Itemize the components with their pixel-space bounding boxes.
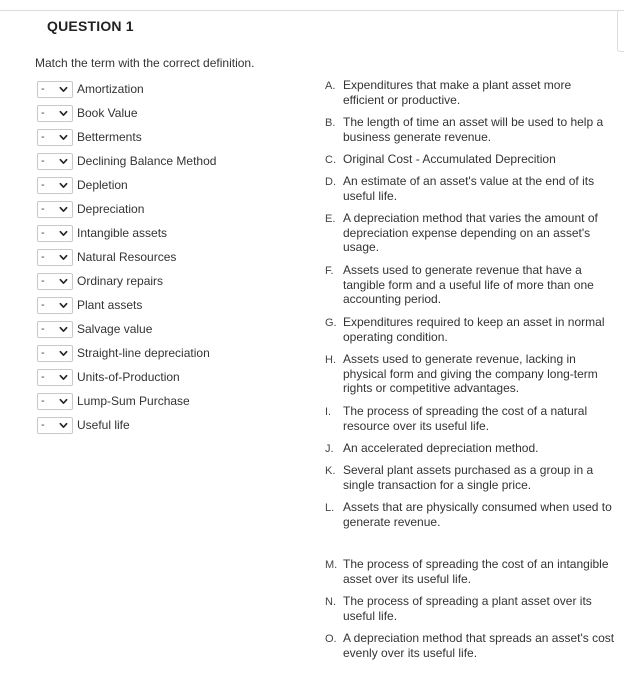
term-row (37, 389, 216, 413)
definition-item (325, 500, 615, 529)
term-label: Betterments (77, 130, 142, 144)
match-select[interactable] (37, 321, 73, 338)
match-select[interactable] (37, 225, 73, 242)
definition-item (325, 631, 615, 660)
select-value: - (41, 251, 45, 263)
term-label: Declining Balance Method (77, 154, 217, 168)
match-select[interactable] (37, 177, 73, 194)
term-label: Lump-Sum Purchase (77, 394, 190, 408)
definition-text: An accelerated depreciation method. (343, 441, 539, 455)
definition-text: Original Cost - Accumulated Deprecition (343, 152, 556, 166)
term-row (37, 269, 216, 293)
term-label: Book Value (77, 106, 138, 120)
term-row (37, 317, 216, 341)
definition-letter: K. (325, 465, 336, 477)
definition-letter: J. (325, 443, 334, 455)
definition-letter: H. (325, 354, 336, 366)
definition-letter: N. (325, 596, 336, 608)
top-divider (0, 10, 624, 11)
term-label: Salvage value (77, 322, 153, 336)
chevron-down-icon (59, 373, 68, 382)
term-label: Useful life (77, 418, 130, 432)
question-title: QUESTION 1 (47, 18, 134, 34)
definition-item (325, 463, 615, 492)
term-row (37, 341, 216, 365)
definition-text: Assets used to generate revenue, lacking in physical form and giving the company long-term rights or competitive advantages. (343, 352, 598, 396)
match-select[interactable] (37, 345, 73, 362)
match-select[interactable] (37, 393, 73, 410)
term-label: Ordinary repairs (77, 274, 164, 288)
definition-letter: C. (325, 154, 336, 166)
definition-text: The process of spreading the cost of an intangible asset over its useful life. (343, 557, 609, 586)
term-list (37, 77, 216, 437)
definition-text: The process of spreading a plant asset over its useful life. (343, 594, 592, 623)
match-select[interactable] (37, 249, 73, 266)
definition-letter: E. (325, 213, 336, 225)
match-select[interactable] (37, 81, 73, 98)
definition-item (325, 404, 615, 433)
chevron-down-icon (59, 397, 68, 406)
select-value: - (41, 131, 45, 143)
select-value: - (41, 395, 45, 407)
select-value: - (41, 275, 45, 287)
definition-item (325, 78, 615, 107)
definition-item (325, 594, 615, 623)
term-label: Plant assets (77, 298, 143, 312)
definition-text: Several plant assets purchased as a group in a single transaction for a single price. (343, 463, 594, 492)
match-select[interactable] (37, 153, 73, 170)
match-select[interactable] (37, 417, 73, 434)
select-value: - (41, 419, 45, 431)
definition-item (325, 315, 615, 344)
term-row (37, 77, 216, 101)
definition-item (325, 211, 615, 255)
match-select[interactable] (37, 297, 73, 314)
select-value: - (41, 371, 45, 383)
definition-text: An estimate of an asset's value at the end of its useful life. (343, 174, 595, 203)
select-value: - (41, 155, 45, 167)
term-label: Depletion (77, 178, 128, 192)
chevron-down-icon (59, 181, 68, 190)
term-row (37, 365, 216, 389)
definition-text: Expenditures that make a plant asset more efficient or productive. (343, 78, 572, 107)
definition-text: The process of spreading the cost of a natural resource over its useful life. (343, 404, 588, 433)
definition-text: Assets used to generate revenue that have a tangible form and a useful life of more than one accounting period. (343, 263, 594, 307)
definition-letter: F. (325, 265, 334, 277)
term-label: Units-of-Production (77, 370, 180, 384)
chevron-down-icon (59, 421, 68, 430)
chevron-down-icon (59, 109, 68, 118)
term-row (37, 293, 216, 317)
chevron-down-icon (59, 133, 68, 142)
select-value: - (41, 347, 45, 359)
definition-letter: G. (325, 317, 337, 329)
term-label: Straight-line depreciation (77, 346, 210, 360)
select-value: - (41, 83, 45, 95)
term-row (37, 245, 216, 269)
term-row (37, 125, 216, 149)
definition-text: Assets that are physically consumed when used to generate revenue. (343, 500, 612, 529)
term-label: Depreciation (77, 202, 145, 216)
term-row (37, 197, 216, 221)
definition-letter: O. (325, 633, 337, 645)
term-label: Intangible assets (77, 226, 168, 240)
term-label: Natural Resources (77, 250, 177, 264)
chevron-down-icon (59, 205, 68, 214)
scrollbar-edge[interactable] (617, 10, 624, 52)
match-select[interactable] (37, 201, 73, 218)
definition-text: A depreciation method that varies the amount of depreciation expense depending on an asset's usage. (343, 211, 598, 255)
definition-letter: A. (325, 80, 336, 92)
select-value: - (41, 227, 45, 239)
term-row (37, 413, 216, 437)
definition-item (325, 557, 615, 586)
term-row (37, 221, 216, 245)
select-value: - (41, 323, 45, 335)
definition-item (325, 441, 615, 456)
definition-letter: I. (325, 406, 332, 418)
chevron-down-icon (59, 277, 68, 286)
definition-item (325, 115, 615, 144)
chevron-down-icon (59, 229, 68, 238)
definition-item (325, 152, 615, 167)
definition-letter: B. (325, 117, 336, 129)
select-value: - (41, 299, 45, 311)
definition-letter: L. (325, 502, 335, 514)
term-row (37, 149, 216, 173)
select-value: - (41, 179, 45, 191)
match-select[interactable] (37, 129, 73, 146)
definition-text: The length of time an asset will be used to help a business generate revenue. (343, 115, 604, 144)
definition-letter: D. (325, 176, 336, 188)
chevron-down-icon (59, 85, 68, 94)
chevron-down-icon (59, 253, 68, 262)
chevron-down-icon (59, 349, 68, 358)
question-instruction: Match the term with the correct definition. (35, 56, 255, 70)
match-select[interactable] (37, 273, 73, 290)
definition-letter: M. (325, 559, 338, 571)
definition-text: Expenditures required to keep an asset in normal operating condition. (343, 315, 605, 344)
match-select[interactable] (37, 369, 73, 386)
match-select[interactable] (37, 105, 73, 122)
definition-item (325, 352, 615, 396)
term-row (37, 173, 216, 197)
select-value: - (41, 107, 45, 119)
chevron-down-icon (59, 325, 68, 334)
chevron-down-icon (59, 301, 68, 310)
chevron-down-icon (59, 157, 68, 166)
definition-item (325, 263, 615, 307)
select-value: - (41, 203, 45, 215)
term-label: Amortization (77, 82, 144, 96)
definition-item (325, 174, 615, 203)
term-row (37, 101, 216, 125)
definition-text: A depreciation method that spreads an asset's cost evenly over its useful life. (343, 631, 615, 660)
